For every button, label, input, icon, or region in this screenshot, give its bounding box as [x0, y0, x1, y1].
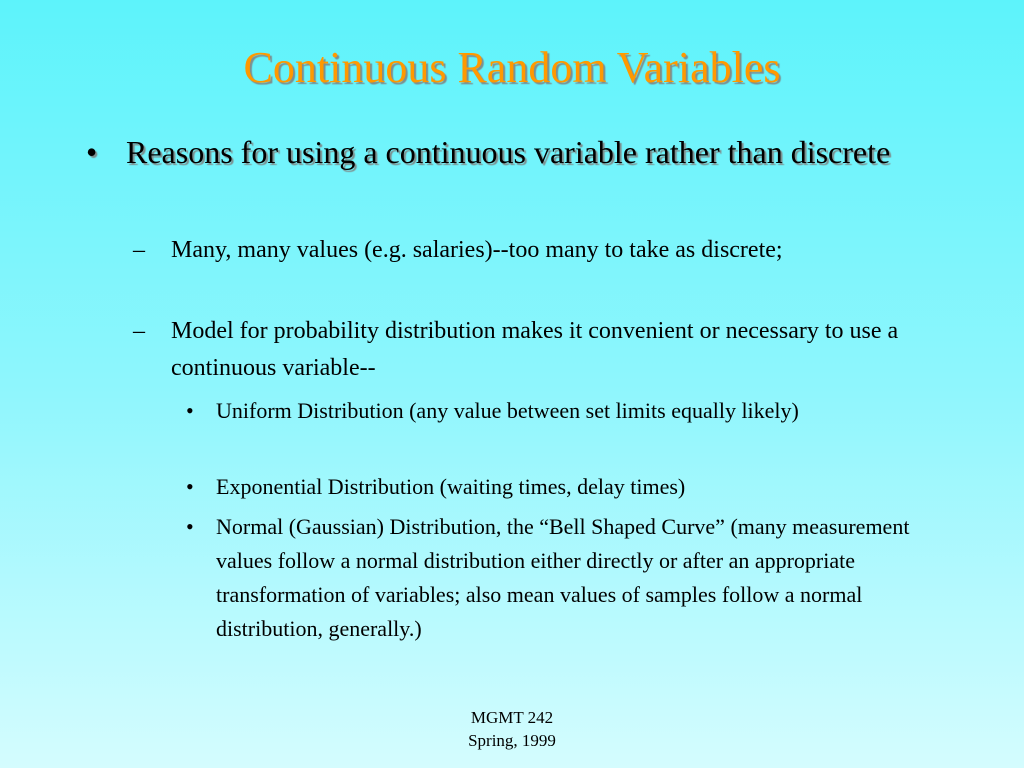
- sub-bullet-model: [133, 313, 961, 387]
- slide-title: Continuous Random Variables: [243, 43, 781, 92]
- sub-bullet-marker: –: [133, 318, 145, 344]
- sub-sub-bullet-text: Normal (Gaussian) Distribution, the “Bell Shaped Curve” (many measurement values follow a normal distribution either directly or after an appropriate transformation of variables; also mean values of samples follow a normal distribution, generally.): [216, 514, 910, 641]
- sub-bullet-marker: –: [133, 237, 145, 263]
- sub-bullet-text: Model for probability distribution makes it convenient or necessary to use a continuous variable--: [171, 318, 899, 381]
- footer-course: MGMT 242: [470, 708, 554, 727]
- sub-sub-bullet-exponential: [186, 470, 956, 504]
- slide-footer: [412, 706, 612, 752]
- sub-sub-bullet-uniform: [186, 394, 956, 428]
- sub-sub-bullet-text: Uniform Distribution (any value between set limits equally likely): [216, 398, 799, 423]
- sub-sub-bullet-text: Exponential Distribution (waiting times, delay times): [216, 474, 686, 499]
- sub-sub-bullet-marker: •: [186, 474, 194, 499]
- bullet-text: Reasons for using a continuous variable rather than discrete: [126, 134, 891, 170]
- sub-sub-bullet-marker: •: [186, 514, 194, 539]
- sub-bullet-text: Many, many values (e.g. salaries)--too many to take as discrete;: [171, 237, 783, 263]
- sub-bullet-many-values: [133, 232, 961, 269]
- bullet-marker: •: [86, 134, 98, 170]
- bullet-reasons: [86, 132, 946, 172]
- sub-sub-bullet-marker: •: [186, 398, 194, 423]
- sub-sub-bullet-normal: [186, 510, 956, 646]
- footer-term: Spring, 1999: [468, 731, 556, 750]
